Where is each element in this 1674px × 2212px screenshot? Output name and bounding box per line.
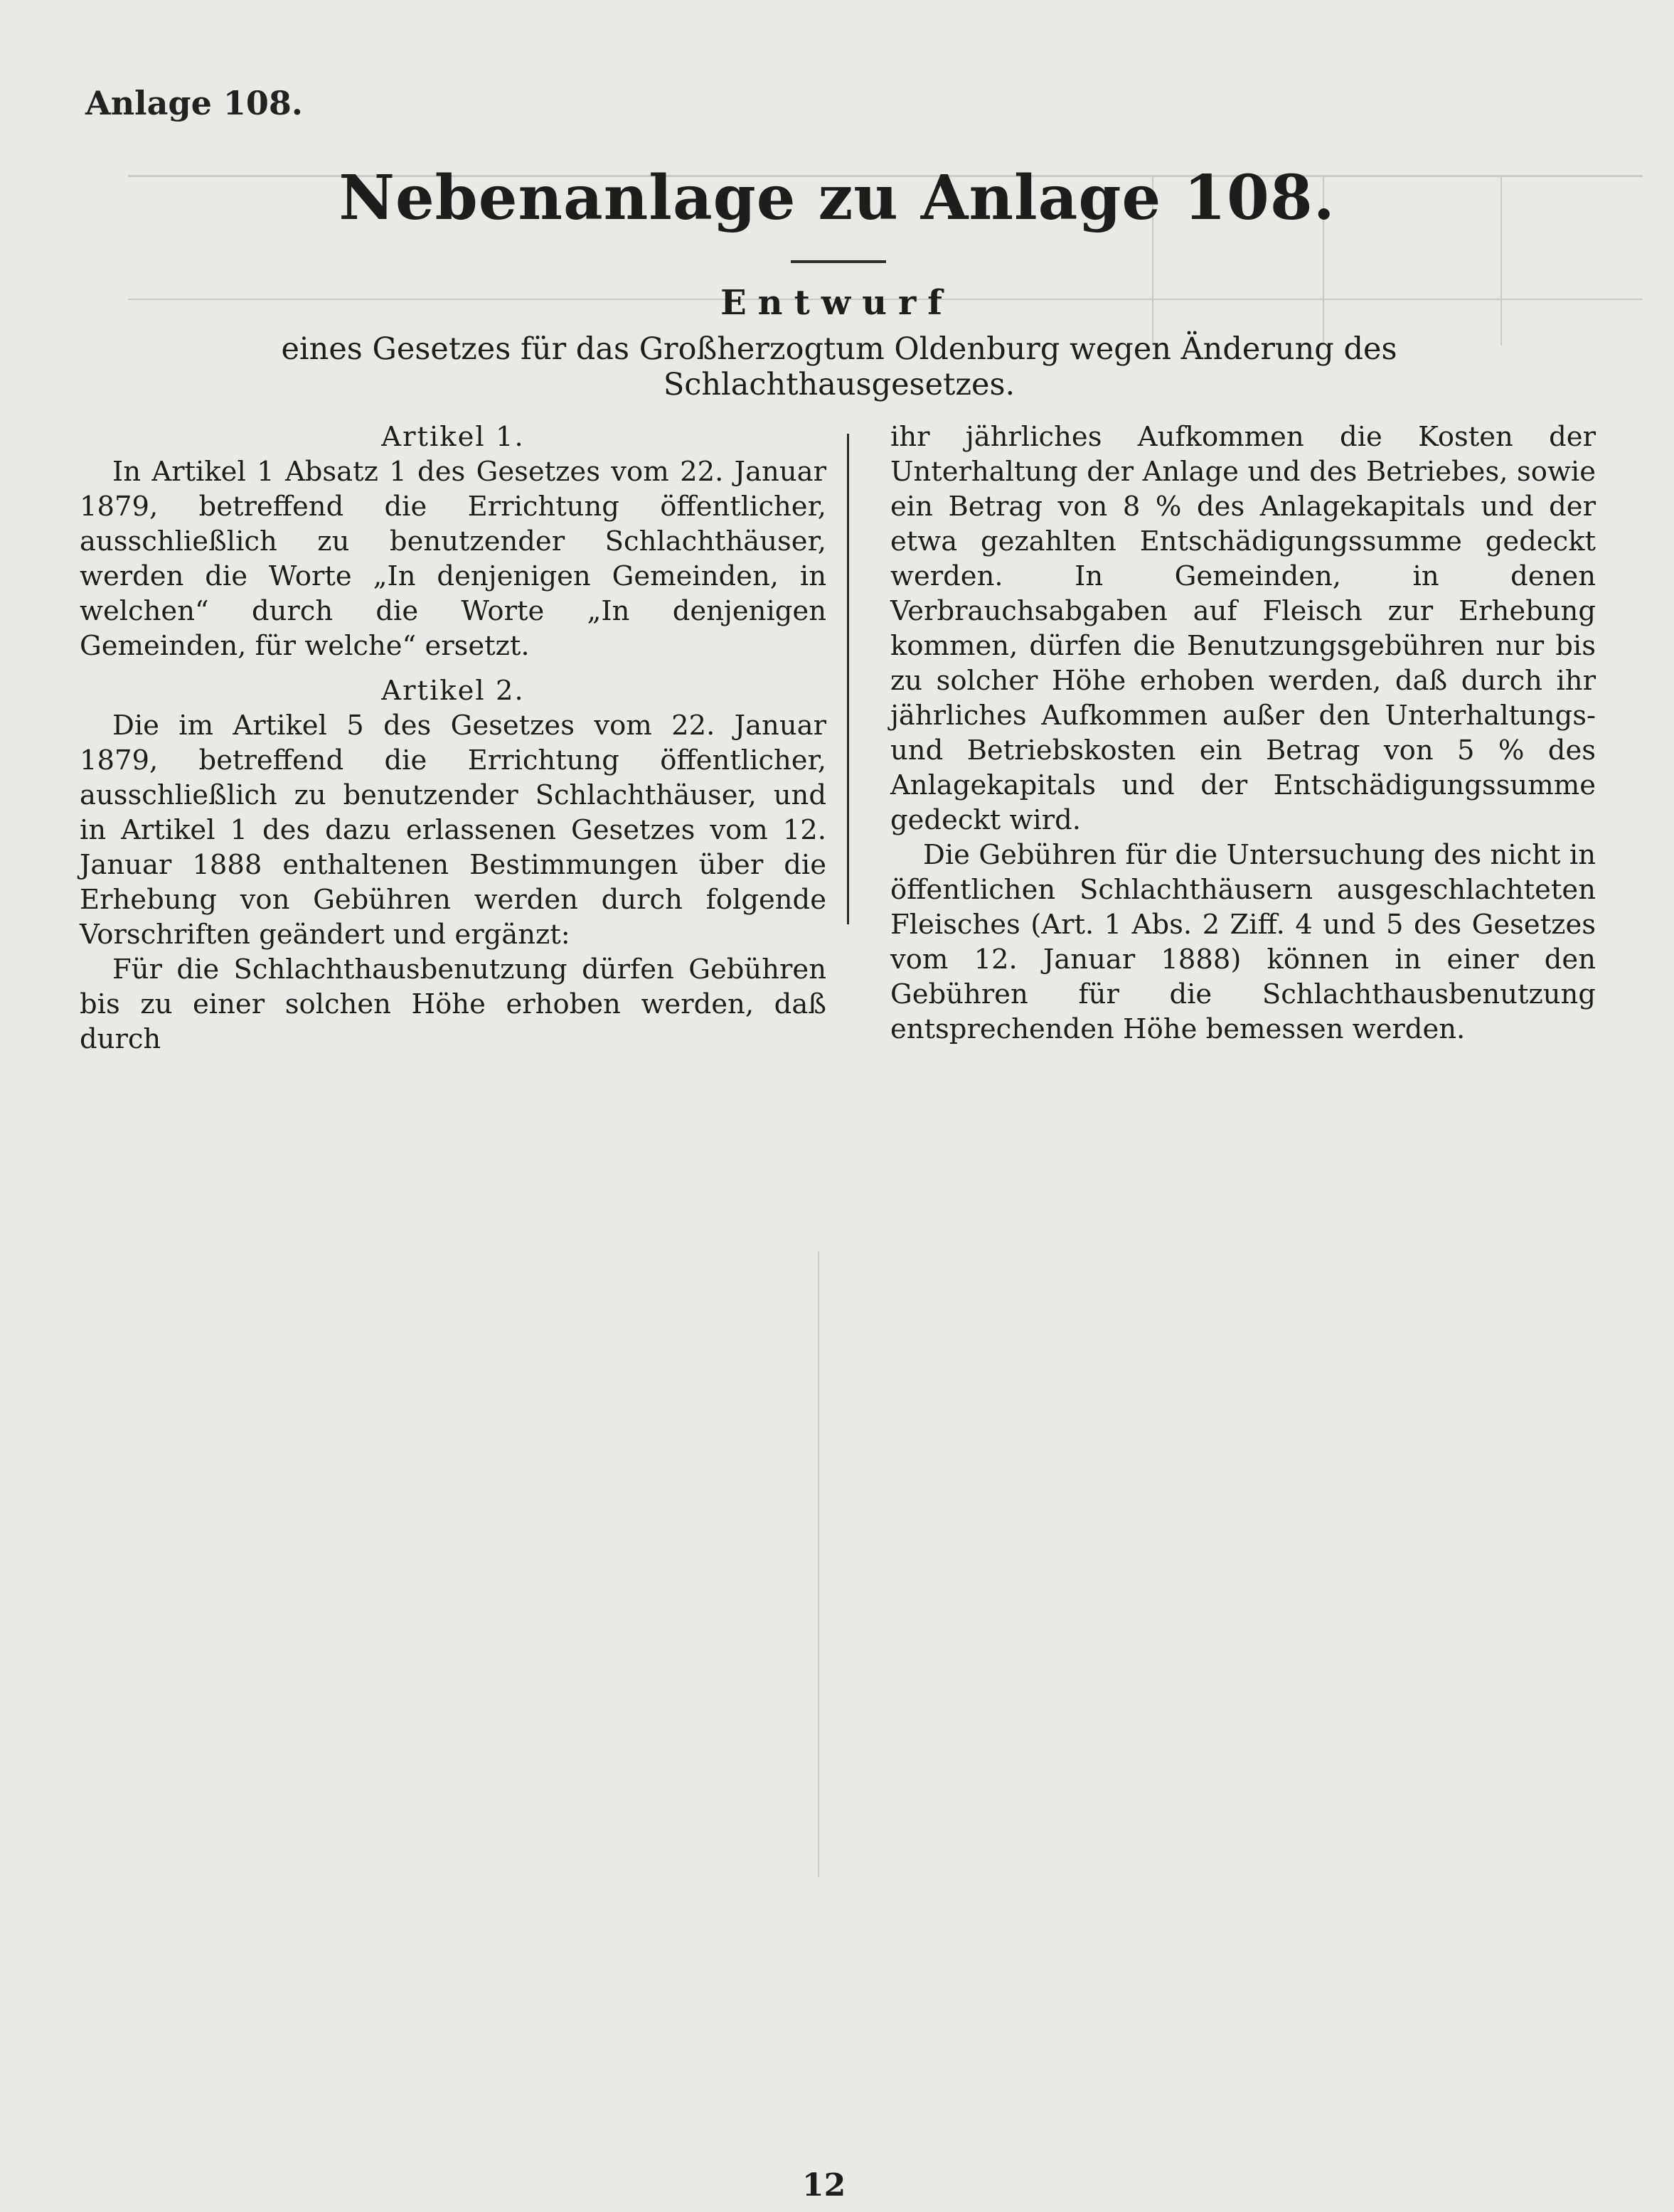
draft-heading: Entwurf [720, 283, 954, 323]
main-title: Nebenanlage zu Anlage 108. [338, 162, 1336, 234]
article-1-heading: Artikel 1. [381, 421, 525, 453]
bleed-through-rule [818, 1251, 819, 1877]
annex-label: Anlage 108. [85, 84, 303, 122]
column-divider [847, 434, 849, 924]
page-number: 12 [802, 2167, 846, 2203]
law-subtitle: eines Gesetzes für das Großherzogtum Oldenburg wegen Änderung des Schlachthausgesetzes. [281, 331, 1397, 402]
article-2-intro: Die im Artikel 5 des Gesetzes vom 22. Januar 1879, betreffend die Errichtung öffentlicher, ausschließlich zu benutzender Schlachthäuser, und in Artikel 1 des dazu erlassenen Gesetzes vom 12. Januar 1888 enthaltenen Bestimmungen über die Erhebung von Gebühren werden durch folgende Vorschriften geändert und ergänzt: [80, 710, 826, 951]
article-2-rule-2: Die Gebühren für die Untersuchung des nicht in öffentlichen Schlachthäusern ausgeschlachteten Fleisches (Art. 1 Abs. 2 Ziff. 4 und 5 des Gesetzes vom 12. Januar 1888) können in einer den Gebühren für die Schlachthausbenutzung entsprechenden Höhe bemessen werden. [890, 839, 1596, 1045]
article-2-heading: Artikel 2. [381, 675, 525, 707]
article-1-text: In Artikel 1 Absatz 1 des Gesetzes vom 22. Januar 1879, betreffend die Errichtung öffentlicher, ausschließlich zu benutzender Schlachthäuser, werden die Worte „In denjenigen Gemeinden, in welchen“ durch die Worte „In denjenigen Gemeinden, für welche“ ersetzt. [80, 456, 826, 662]
article-2-rule-1-part-1: Für die Schlachthausbenutzung dürfen Gebühren bis zu einer solchen Höhe erhoben werden, daß durch [80, 953, 826, 1055]
left-column [80, 420, 826, 1057]
title-divider [791, 260, 886, 263]
right-column [890, 420, 1596, 1047]
article-2-rule-1-part-2: ihr jährliches Aufkommen die Kosten der Unterhaltung der Anlage und des Betriebes, sowie ein Betrag von 8 % des Anlagekapitals und der etwa gezahlten Entschädigungssumme gedeckt werden. In Gemeinden, in denen Verbrauchsabgaben auf Fleisch zur Erhebung kommen, dürfen die Benutzungsgebühren nur bis zu solcher Höhe erhoben werden, daß durch ihr jährliches Aufkommen außer den Unterhaltungs- und Betriebskosten ein Betrag von 5 % des Anlagekapitals und der Entschädigungssumme gedeckt wird. [890, 421, 1596, 836]
